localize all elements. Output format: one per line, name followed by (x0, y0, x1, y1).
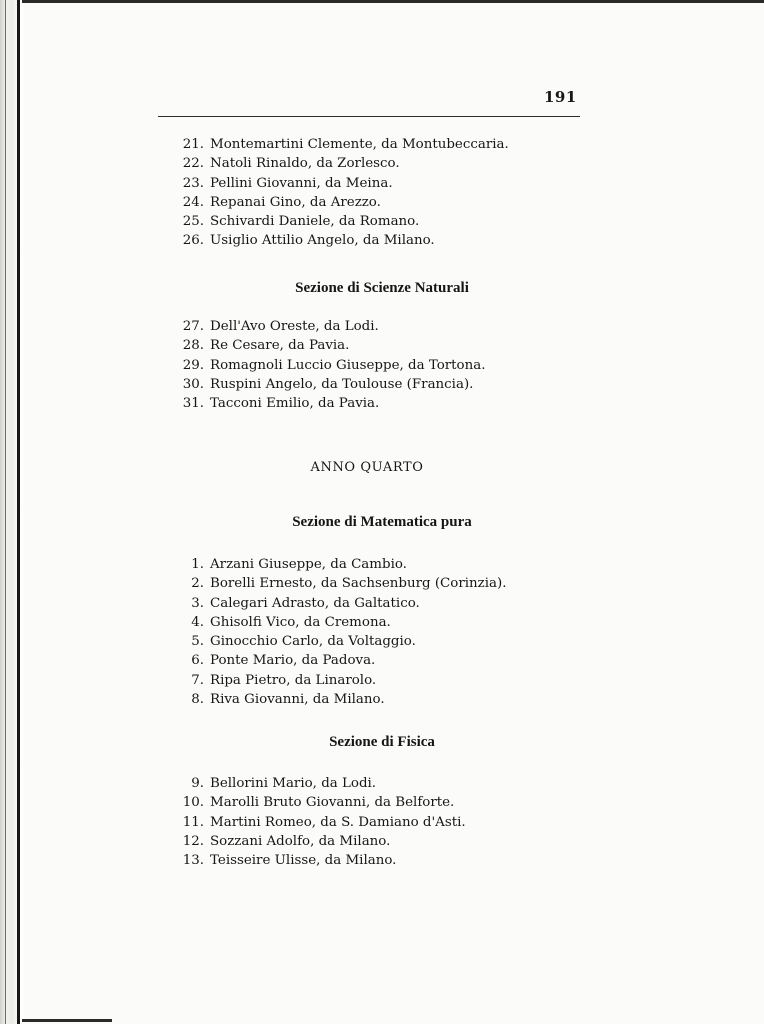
item-number: 2. (191, 576, 204, 592)
item-number: 5. (191, 634, 204, 650)
item-number: 6. (191, 653, 204, 669)
item-text: Ghisolfi Vico, da Cremona. (210, 614, 391, 630)
list-item (170, 594, 506, 613)
list-item (170, 574, 506, 593)
list-section-1 (170, 135, 509, 251)
item-text: Dell'Avo Oreste, da Lodi. (210, 319, 379, 334)
list-item (170, 394, 485, 413)
item-text: Re Cesare, da Pavia. (210, 338, 350, 354)
item-number: 25. (182, 214, 204, 230)
item-text: Repanai Gino, da Arezzo. (210, 194, 381, 210)
item-text: Sozzani Adolfo, da Milano. (210, 833, 391, 849)
list-section-4 (170, 774, 466, 870)
item-number: 28. (182, 338, 204, 354)
list-item (170, 375, 485, 394)
list-item (170, 336, 485, 355)
list-item (170, 832, 466, 851)
list-item (170, 231, 509, 250)
list-item (170, 632, 506, 651)
bottom-edge-rule (22, 1019, 112, 1022)
year-heading: ANNO QUARTO (310, 460, 424, 475)
item-number: 24. (182, 194, 204, 210)
list-item (170, 671, 506, 690)
item-text: Calegari Adrasto, da Galtatico. (210, 595, 420, 611)
top-edge-rule (22, 0, 764, 3)
list-item (170, 154, 509, 173)
item-number: 22. (182, 156, 204, 172)
list-item (170, 793, 466, 812)
item-text: Usiglio Attilio Angelo, da Milano. (210, 233, 435, 249)
binding-edge-thick (17, 0, 20, 1024)
list-item (170, 317, 485, 336)
item-text: Teisseire Ulisse, da Milano. (210, 853, 397, 869)
list-item (170, 651, 506, 670)
list-item (170, 193, 509, 212)
item-number: 9. (191, 776, 204, 791)
item-number: 31. (182, 396, 204, 412)
item-text: Tacconi Emilio, da Pavia. (210, 396, 380, 412)
binding-edge-thin (5, 0, 6, 1024)
item-number: 26. (182, 233, 204, 249)
item-text: Bellorini Mario, da Lodi. (210, 776, 377, 791)
item-number: 11. (182, 814, 204, 830)
list-item (170, 774, 466, 793)
item-number: 3. (191, 595, 204, 611)
item-number: 10. (182, 795, 204, 811)
item-number: 12. (182, 833, 204, 849)
item-text: Schivardi Daniele, da Romano. (210, 214, 420, 230)
item-text: Ripa Pietro, da Linarolo. (210, 672, 377, 688)
item-text: Ruspini Angelo, da Toulouse (Francia). (210, 376, 474, 392)
item-text: Marolli Bruto Giovanni, da Belforte. (210, 795, 455, 811)
list-item (170, 813, 466, 832)
item-text: Natoli Rinaldo, da Zorlesco. (210, 156, 400, 172)
page-number: 191 (544, 88, 577, 106)
list-item (170, 356, 485, 375)
item-number: 4. (191, 614, 204, 630)
item-text: Pellini Giovanni, da Meina. (210, 175, 393, 191)
page-binding (0, 0, 26, 1024)
item-text: Arzani Giuseppe, da Cambio. (210, 557, 407, 572)
section-heading-matematica-pura: Sezione di Matematica pura (292, 514, 472, 530)
item-number: 7. (191, 672, 204, 688)
item-number: 27. (182, 319, 204, 334)
list-item (170, 851, 466, 870)
item-number: 13. (182, 853, 204, 869)
list-section-2 (170, 317, 485, 413)
item-text: Borelli Ernesto, da Sachsenburg (Corinzia). (210, 576, 507, 592)
list-item (170, 135, 509, 154)
item-number: 23. (182, 175, 204, 191)
item-number: 30. (182, 376, 204, 392)
list-item (170, 690, 506, 709)
section-heading-scienze-naturali: Sezione di Scienze Naturali (295, 280, 469, 296)
list-item (170, 212, 509, 231)
item-text: Riva Giovanni, da Milano. (210, 692, 385, 708)
item-text: Romagnoli Luccio Giuseppe, da Tortona. (210, 357, 486, 373)
item-number: 29. (182, 357, 204, 373)
item-number: 8. (191, 692, 204, 708)
list-item (170, 555, 506, 574)
header-rule (158, 116, 580, 117)
item-number: 1. (191, 557, 204, 572)
item-text: Ponte Mario, da Padova. (210, 653, 376, 669)
item-text: Ginocchio Carlo, da Voltaggio. (210, 634, 416, 650)
section-heading-fisica: Sezione di Fisica (329, 734, 435, 750)
list-item (170, 613, 506, 632)
item-text: Martini Romeo, da S. Damiano d'Asti. (210, 814, 466, 830)
list-item (170, 174, 509, 193)
item-text: Montemartini Clemente, da Montubeccaria. (210, 137, 509, 152)
item-number: 21. (182, 137, 204, 152)
list-section-3 (170, 555, 506, 709)
